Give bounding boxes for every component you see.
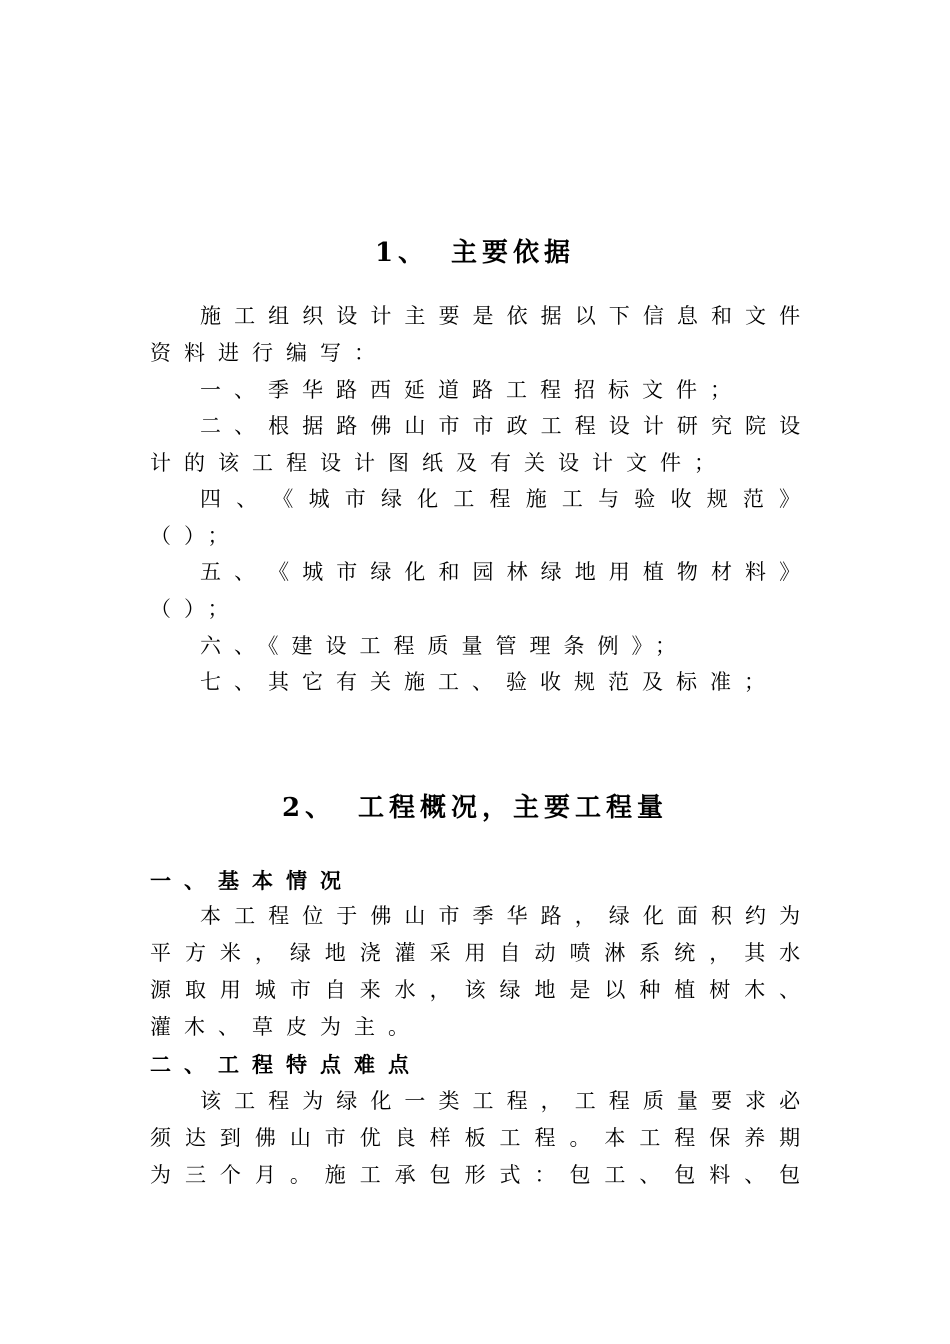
basis-item-5-line-1: 五 、 《 城 市 绿 化 和 园 林 绿 地 用 植 物 材 料 》 — [200, 560, 800, 584]
features-line-1: 该 工 程 为 绿 化 一 类 工 程 ， 工 程 质 量 要 求 必 — [200, 1089, 800, 1113]
basis-item-1: 一、季华路西延道路工程招标文件； — [200, 378, 744, 402]
subsection-features-title: 二、工程特点难点 — [150, 1052, 422, 1077]
basis-item-4-line-1: 四 、 《 城 市 绿 化 工 程 施 工 与 验 收 规 范 》 — [200, 487, 800, 511]
section-2-number: 2、 — [281, 793, 337, 823]
section-1-intro-line-1: 施 工 组 织 设 计 主 要 是 依 据 以 下 信 息 和 文 件 — [200, 304, 800, 328]
features-line-3: 为 三 个 月 。 施 工 承 包 形 式 ： 包 工 、 包 料 、 包 — [150, 1163, 800, 1187]
basis-item-6: 六、《建设工程质量管理条例》； — [200, 634, 689, 658]
section-1-intro-line-2: 资料进行编写： — [150, 341, 388, 365]
section-1-title: 主要依据 — [451, 238, 576, 268]
basic-info-line-1: 本 工 程 位 于 佛 山 市 季 华 路 ， 绿 化 面 积 约 为 — [200, 904, 800, 928]
basic-info-line-3: 源 取 用 城 市 自 来 水 ， 该 绿 地 是 以 种 植 树 木 、 — [150, 978, 800, 1002]
basic-info-line-4: 灌木、草皮为主。 — [150, 1015, 422, 1039]
section-1-number: 1、 — [374, 238, 430, 268]
basis-item-2-line-2: 计的该工程设计图纸及有关设计文件； — [150, 451, 728, 475]
section-2-heading — [0, 787, 950, 824]
section-2-title: 工程概况，主要工程量 — [358, 793, 669, 823]
basis-item-2-line-1: 二 、 根 据 路 佛 山 市 市 政 工 程 设 计 研 究 院 设 — [200, 414, 800, 438]
basis-item-7: 七、其它有关施工、验收规范及标准； — [200, 670, 778, 694]
subsection-basic-info-title: 一、基本情况 — [150, 868, 354, 893]
basis-item-4-line-2: （）； — [150, 524, 242, 548]
section-1-heading — [0, 232, 950, 269]
features-line-2: 须 达 到 佛 山 市 优 良 样 板 工 程 。 本 工 程 保 养 期 — [150, 1126, 800, 1150]
basic-info-line-2: 平 方 米 ， 绿 地 浇 灌 采 用 自 动 喷 淋 系 统 ， 其 水 — [150, 941, 800, 965]
basis-item-5-line-2: （）； — [150, 597, 242, 621]
